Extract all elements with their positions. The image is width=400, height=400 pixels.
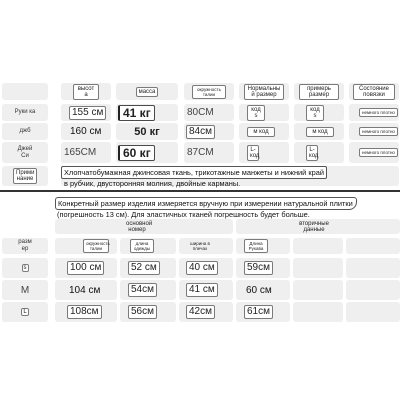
row1-height-cell	[61, 104, 111, 121]
row3-waist: 87CM	[187, 147, 214, 158]
fabric-note-line1: Хлопчатобумажная джинсовая ткань, трикотажные манжеты и нижний край	[61, 166, 327, 179]
m-sleeve-cell	[236, 280, 290, 300]
disclaimer-line1: Конкретный размер изделия измеряется вручную при измерении натуральной плитки	[55, 197, 357, 210]
s-shoulder-cell	[179, 258, 233, 278]
col-waist-cell	[55, 238, 117, 254]
row3-weight-cell	[116, 142, 178, 163]
m-shoulder: 41 см	[186, 283, 218, 297]
header-height-cell	[61, 83, 111, 100]
row1-tried-size: код s	[306, 105, 324, 121]
fabric-note-line2: в рубчик, двусторонняя молния, двойные карманы.	[64, 179, 241, 188]
header-normal-cell	[239, 83, 289, 100]
header-weight-cell	[116, 83, 178, 100]
size-label: разм ер	[18, 239, 32, 252]
row2-height: 160 см	[70, 126, 102, 137]
size-cell	[2, 280, 48, 300]
col-empty-cell	[346, 238, 400, 254]
size-value: M	[20, 284, 30, 296]
l-sleeve: 61см	[244, 305, 273, 319]
l-shoulder: 42см	[186, 305, 215, 319]
s-waist-cell	[55, 258, 117, 278]
l-empty-cell	[346, 302, 400, 322]
row1-bandage-state: немного плотно	[359, 108, 398, 117]
size-label-cell	[2, 238, 48, 254]
col-shoulder: ширина в плечах	[190, 241, 210, 251]
s-sleeve-cell	[236, 258, 290, 278]
header-waist-cell	[184, 83, 234, 100]
section-divider	[0, 190, 400, 192]
l-length: 56см	[128, 305, 157, 319]
model-name: Руки ка	[14, 109, 36, 115]
m-sleeve: 60 см	[246, 284, 272, 296]
header-height: высот а	[73, 84, 99, 100]
header-secondary-data: вторичные данные	[299, 220, 329, 233]
fabric-label-cell	[2, 166, 48, 186]
row3-normal-size: L-код	[247, 145, 259, 161]
header-state-cell	[349, 83, 399, 100]
header-corner	[2, 83, 48, 100]
l-sleeve-cell	[236, 302, 290, 322]
row3-height-cell	[61, 142, 111, 163]
l-length-cell	[120, 302, 176, 322]
m-waist: 104 см	[69, 284, 101, 296]
s-length: 52 см	[128, 261, 160, 275]
model-name-cell	[2, 123, 48, 140]
row2-weight-cell	[116, 123, 178, 140]
row3-normal-cell	[239, 142, 289, 163]
measurement-disclaimer	[55, 197, 355, 219]
header-bandage-state: Состояние повязки	[353, 84, 395, 100]
l-shoulder-cell	[179, 302, 233, 322]
row3-tried-cell	[294, 142, 344, 163]
size-value: L	[23, 309, 27, 315]
row3-bandage-state: немного плотно	[359, 148, 398, 157]
row1-normal-size: код s	[247, 105, 265, 121]
m-empty-cell	[346, 280, 400, 300]
size-value: s	[23, 265, 27, 271]
header-tried-cell	[294, 83, 344, 100]
s-length-cell	[120, 258, 176, 278]
header-weight: масса	[136, 87, 159, 97]
col-length-cell	[120, 238, 176, 254]
s-empty-cell	[346, 258, 400, 278]
row2-normal-size: м код	[247, 127, 275, 137]
size-cell	[2, 302, 48, 322]
col-sleeve: Длина Рукава	[244, 239, 268, 253]
disclaimer-line2: (погрешность 13 см). Для эластичных тканей погрешность будет больше.	[57, 210, 310, 219]
m-waist-cell	[55, 280, 117, 300]
m-empty-cell	[293, 280, 343, 300]
s-waist: 100 см	[67, 261, 104, 275]
row2-tried-size: м код	[306, 127, 334, 137]
s-sleeve: 59см	[244, 261, 273, 275]
col-waist: окружность талии	[83, 239, 109, 253]
row1-weight-cell	[116, 104, 178, 121]
l-empty-cell	[293, 302, 343, 322]
fabric-label: Прими нание	[13, 168, 37, 184]
header-tried-size: примерь размер	[299, 84, 339, 100]
l-waist-cell	[55, 302, 117, 322]
row1-weight: 41 кг	[118, 105, 155, 121]
header-main-number: основной номер	[126, 220, 153, 233]
model-name: Джей Си	[17, 145, 33, 159]
s-empty-cell	[293, 258, 343, 278]
row2-waist: 84см	[186, 125, 215, 139]
row1-waist: 80CM	[187, 107, 214, 118]
m-length: 54см	[128, 283, 157, 297]
m-length-cell	[120, 280, 176, 300]
s-shoulder: 40 см	[186, 261, 218, 275]
row3-height: 165CM	[64, 147, 97, 158]
row1-normal-cell	[239, 104, 289, 121]
header-normal-size: Нормальны й размер	[244, 84, 284, 100]
row1-height: 155 см	[69, 106, 106, 120]
m-shoulder-cell	[179, 280, 233, 300]
model-name-cell	[2, 142, 48, 163]
col-length: длина одежды	[130, 239, 154, 253]
row2-height-cell	[61, 123, 111, 140]
l-waist: 108см	[67, 305, 102, 319]
size-cell	[2, 258, 48, 278]
row2-tried-cell	[294, 123, 344, 140]
row2-bandage-state: немного плотно	[359, 127, 398, 136]
col-empty-cell	[293, 238, 343, 254]
row2-weight: 50 кг	[134, 125, 160, 138]
row3-tried-size: L-код	[306, 145, 318, 161]
row2-waist-cell	[184, 123, 234, 140]
row1-waist-cell	[184, 104, 234, 121]
row3-waist-cell	[184, 142, 234, 163]
col-sleeve-cell	[236, 238, 290, 254]
header-waist: окружность талии	[192, 85, 226, 99]
row2-normal-cell	[239, 123, 289, 140]
row3-weight: 60 кг	[118, 145, 155, 161]
row1-tried-cell	[294, 104, 344, 121]
header-normal-cell	[55, 219, 233, 234]
row1-state-cell	[349, 104, 399, 121]
model-name: джб	[19, 128, 31, 134]
col-shoulder-cell	[179, 238, 233, 254]
row3-state-cell	[349, 142, 399, 163]
row2-state-cell	[349, 123, 399, 140]
header-secondary-cell	[236, 219, 400, 234]
model-name-cell	[2, 104, 48, 121]
fabric-note	[61, 166, 391, 188]
